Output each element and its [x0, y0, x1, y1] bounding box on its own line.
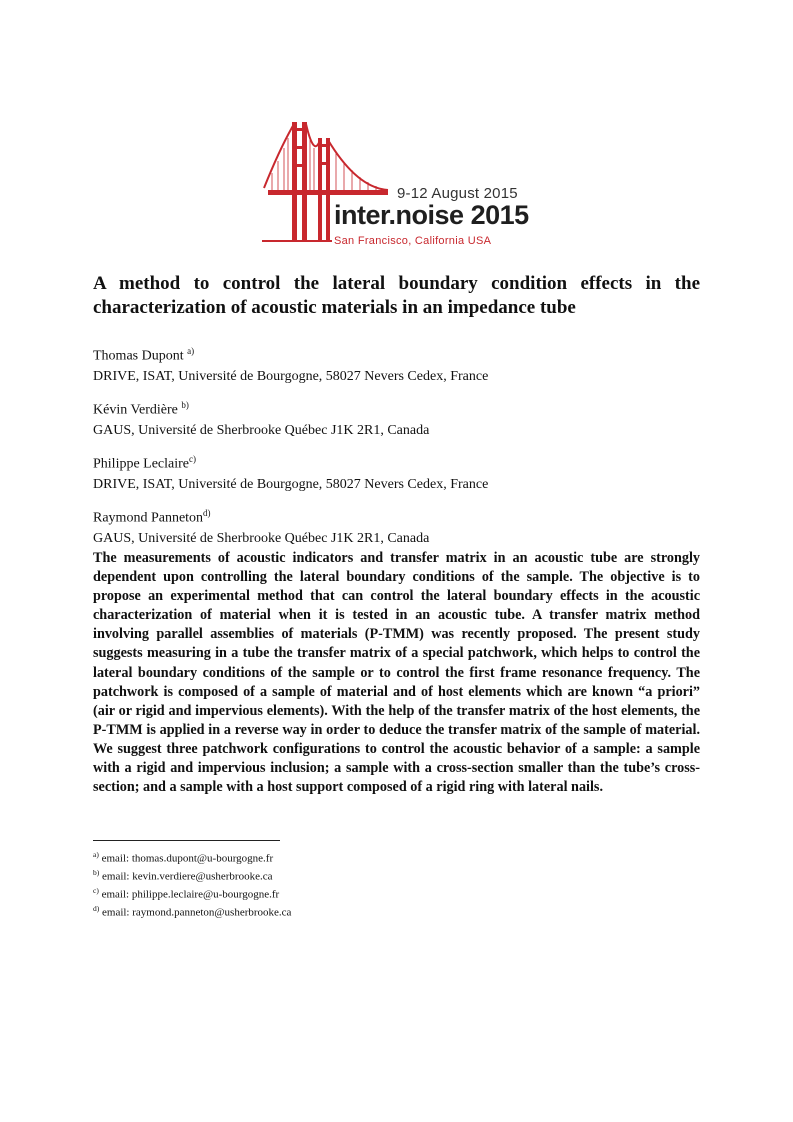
- author-affiliation: DRIVE, ISAT, Université de Bourgogne, 58027 Nevers Cedex, France: [93, 476, 489, 492]
- conference-date: 9-12 August 2015: [397, 185, 518, 202]
- author-block-3: [93, 449, 693, 495]
- author-block-4: [93, 503, 693, 549]
- author-name: Thomas Dupont $^{a)}$: [93, 346, 195, 364]
- author-name: Kévin Verdière $^{b)}$: [93, 400, 189, 418]
- author-affiliation: GAUS, Université de Sherbrooke Québec J1K 2R1, Canada: [93, 422, 430, 438]
- footnotes: [93, 848, 291, 921]
- brand-year: 2015: [470, 200, 529, 230]
- conference-brand: [334, 200, 529, 231]
- footnote-divider: [93, 840, 280, 841]
- author-affiliation: GAUS, Université de Sherbrooke Québec J1K 2R1, Canada: [93, 530, 430, 546]
- paper-title: A method to control the lateral boundary condition effects in the characterization of acoustic materials in an impedance tube: [93, 273, 700, 318]
- footnote: $^{d)}$ email: raymond.panneton@usherbrooke.ca: [93, 904, 292, 920]
- author-block-2: [93, 395, 693, 441]
- author-name: Philippe Leclaire$^{c)}$: [93, 454, 197, 472]
- abstract: The measurements of acoustic indicators and transfer matrix in an acoustic tube are strongly dependent upon controlling the lateral boundary conditions of the sample. The objective is to propose an experimental method that can control the lateral boundary effects in the acoustic characterization of material when it is tested in an acoustic tube. A transfer matrix method involving parallel assemblies of materials (P-TMM) was recently proposed. The present study suggests measuring in a tube the transfer matrix of a special patchwork, which helps to control the lateral boundary conditions of the sample or to control the first frame resonance frequency. The patchwork is composed of a sample of material and of host elements which are known “a priori” (air or rigid and impervious elements). With the help of the transfer matrix of the host elements, the P-TMM is applied in a reverse way in order to deduce the transfer matrix of the sample of material. We suggest three patchwork configurations to control the acoustic behavior of a sample: a sample with a rigid and impervious inclusion; a sample with a cross-section smaller than the tube’s cross-section; and a sample with a host support composed of a rigid ring with lateral nails.: [93, 550, 700, 796]
- brand-name: inter.noise: [334, 200, 464, 230]
- footnote: $^{c)}$ email: philippe.leclaire@u-bourgogne.fr: [93, 886, 280, 901]
- author-block-1: [93, 341, 693, 387]
- conference-location: San Francisco, California USA: [334, 235, 492, 247]
- footnote: $^{a)}$ email: thomas.dupont@u-bourgogne.fr: [93, 850, 274, 865]
- footnote: $^{b)}$ email: kevin.verdiere@usherbrooke.ca: [93, 868, 273, 883]
- author-name: Raymond Panneton$^{d)}$: [93, 508, 211, 526]
- author-affiliation: DRIVE, ISAT, Université de Bourgogne, 58027 Nevers Cedex, France: [93, 368, 489, 384]
- conference-logo: [262, 118, 534, 254]
